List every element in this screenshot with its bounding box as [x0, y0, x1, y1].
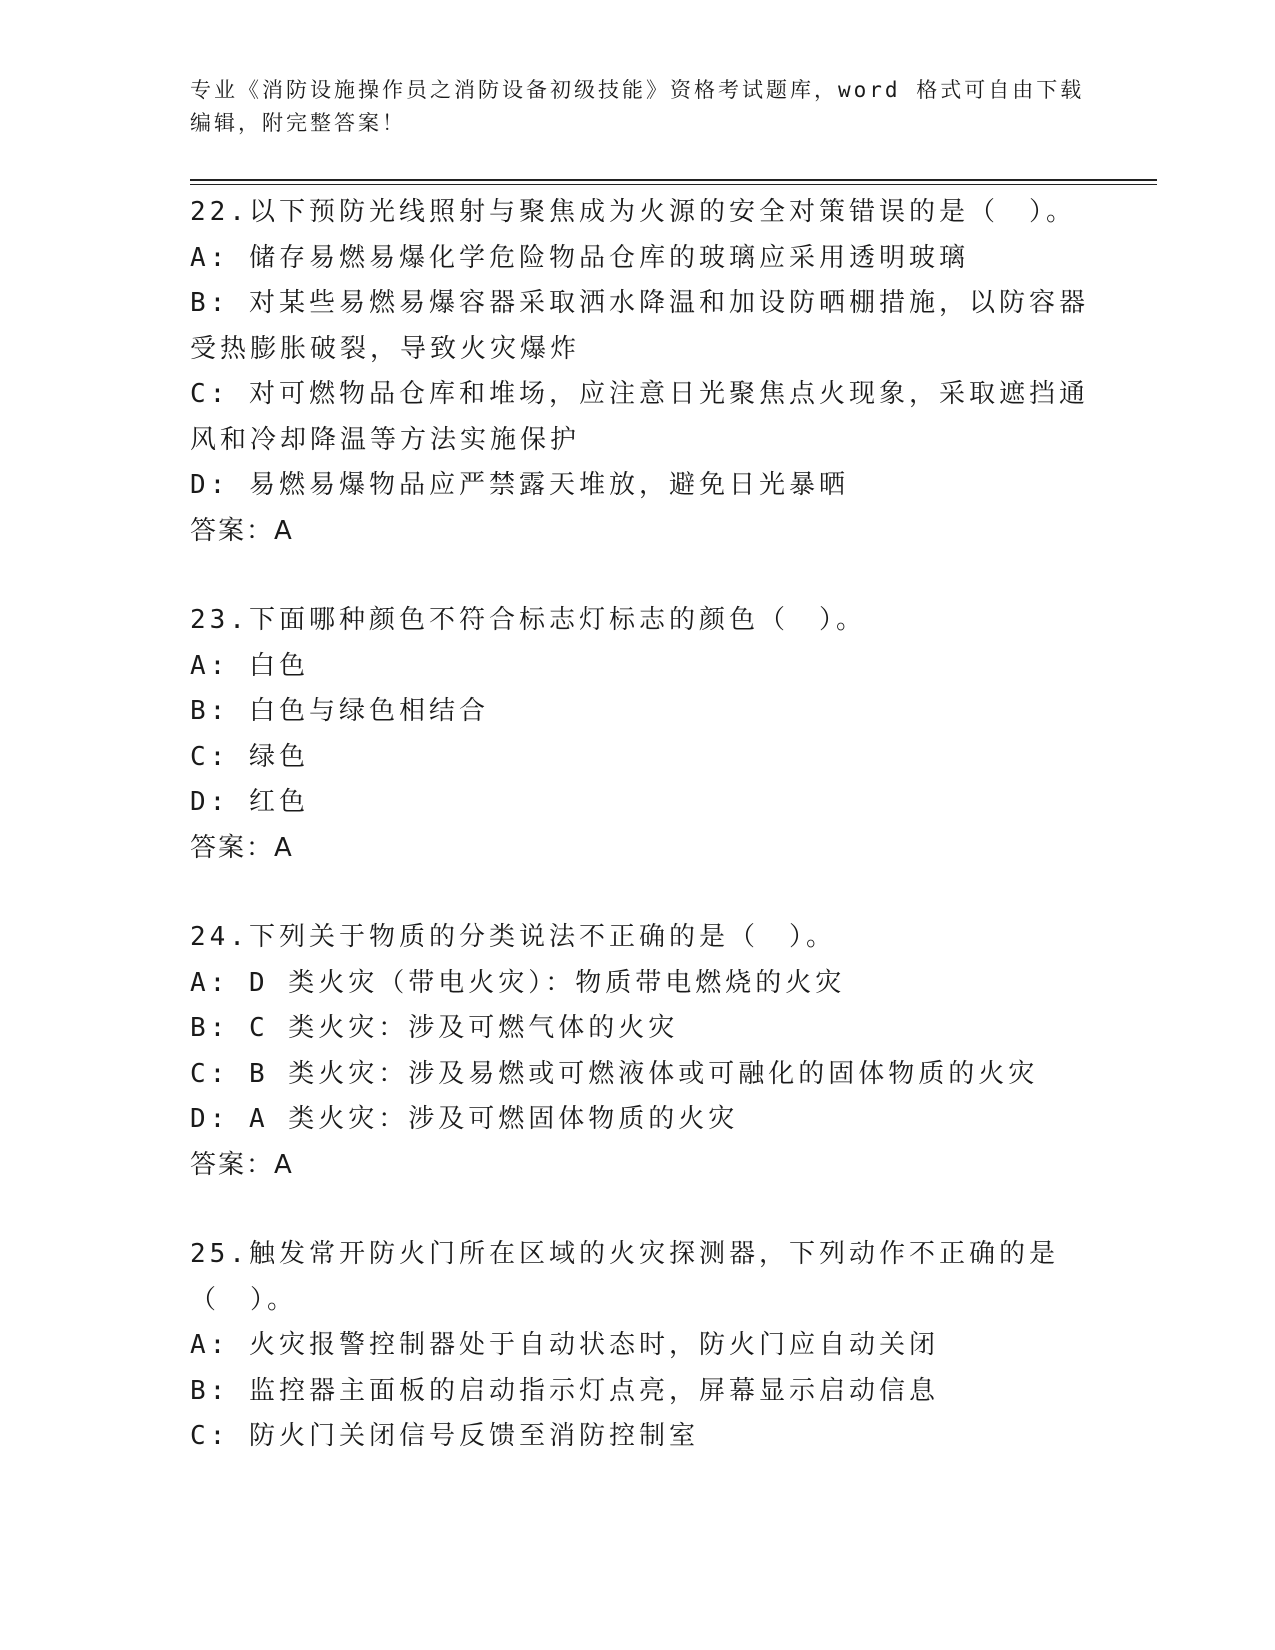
option-c: C: B 类火灾：涉及易燃或可燃液体或可融化的固体物质的火灾 — [190, 1058, 1039, 1089]
question-stem: 25.触发常开防火门所在区域的火灾探测器，下列动作不正确的是（ ）。 — [190, 1239, 1059, 1315]
header-divider-thin — [190, 184, 1157, 185]
option-b: B: 对某些易燃易爆容器采取洒水降温和加设防晒棚措施，以防容器受热膨胀破裂，导致火灾爆炸 — [190, 288, 1089, 364]
question-stem: 23.下面哪种颜色不符合标志灯标志的颜色（ ）。 — [190, 605, 866, 635]
option-b: B: C 类火灾：涉及可燃气体的火灾 — [190, 1013, 679, 1043]
option-d: D: A 类火灾：涉及可燃固体物质的火灾 — [190, 1104, 739, 1134]
option-c: C: 绿色 — [190, 741, 309, 772]
answer-line: 答案：A — [190, 515, 294, 546]
option-a: A: 储存易燃易爆化学危险物品仓库的玻璃应采用透明玻璃 — [190, 242, 969, 273]
option-d: D: 红色 — [190, 787, 309, 817]
header-divider-thick — [190, 179, 1157, 181]
answer-line: 答案：A — [190, 832, 294, 863]
option-b: B: 白色与绿色相结合 — [190, 696, 489, 726]
question-24 — [190, 915, 1090, 1188]
answer-line: 答案：A — [190, 1149, 294, 1180]
option-a: A: 火灾报警控制器处于自动状态时，防火门应自动关闭 — [190, 1330, 939, 1360]
option-c: C: 防火门关闭信号反馈至消防控制室 — [190, 1421, 699, 1451]
question-23 — [190, 598, 1090, 871]
option-a: A: D 类火灾（带电火灾）：物质带电燃烧的火灾 — [190, 967, 846, 998]
document-header: 专业《消防设施操作员之消防设备初级技能》资格考试题库，word 格式可自由下载编辑，附完整答案！ — [190, 78, 1085, 135]
question-25 — [190, 1232, 1090, 1460]
option-b: B: 监控器主面板的启动指示灯点亮，屏幕显示启动信息 — [190, 1375, 939, 1406]
question-stem: 22.以下预防光线照射与聚焦成为火源的安全对策错误的是（ ）。 — [190, 197, 1076, 227]
option-c: C: 对可燃物品仓库和堆场，应注意日光聚焦点火现象，采取遮挡通风和冷却降温等方法实施保护 — [190, 379, 1089, 455]
question-stem: 24.下列关于物质的分类说法不正确的是（ ）。 — [190, 922, 836, 952]
option-a: A: 白色 — [190, 650, 309, 681]
question-list — [190, 190, 1090, 1504]
option-d: D: 易燃易爆物品应严禁露天堆放，避免日光暴晒 — [190, 470, 849, 500]
question-22 — [190, 190, 1090, 554]
